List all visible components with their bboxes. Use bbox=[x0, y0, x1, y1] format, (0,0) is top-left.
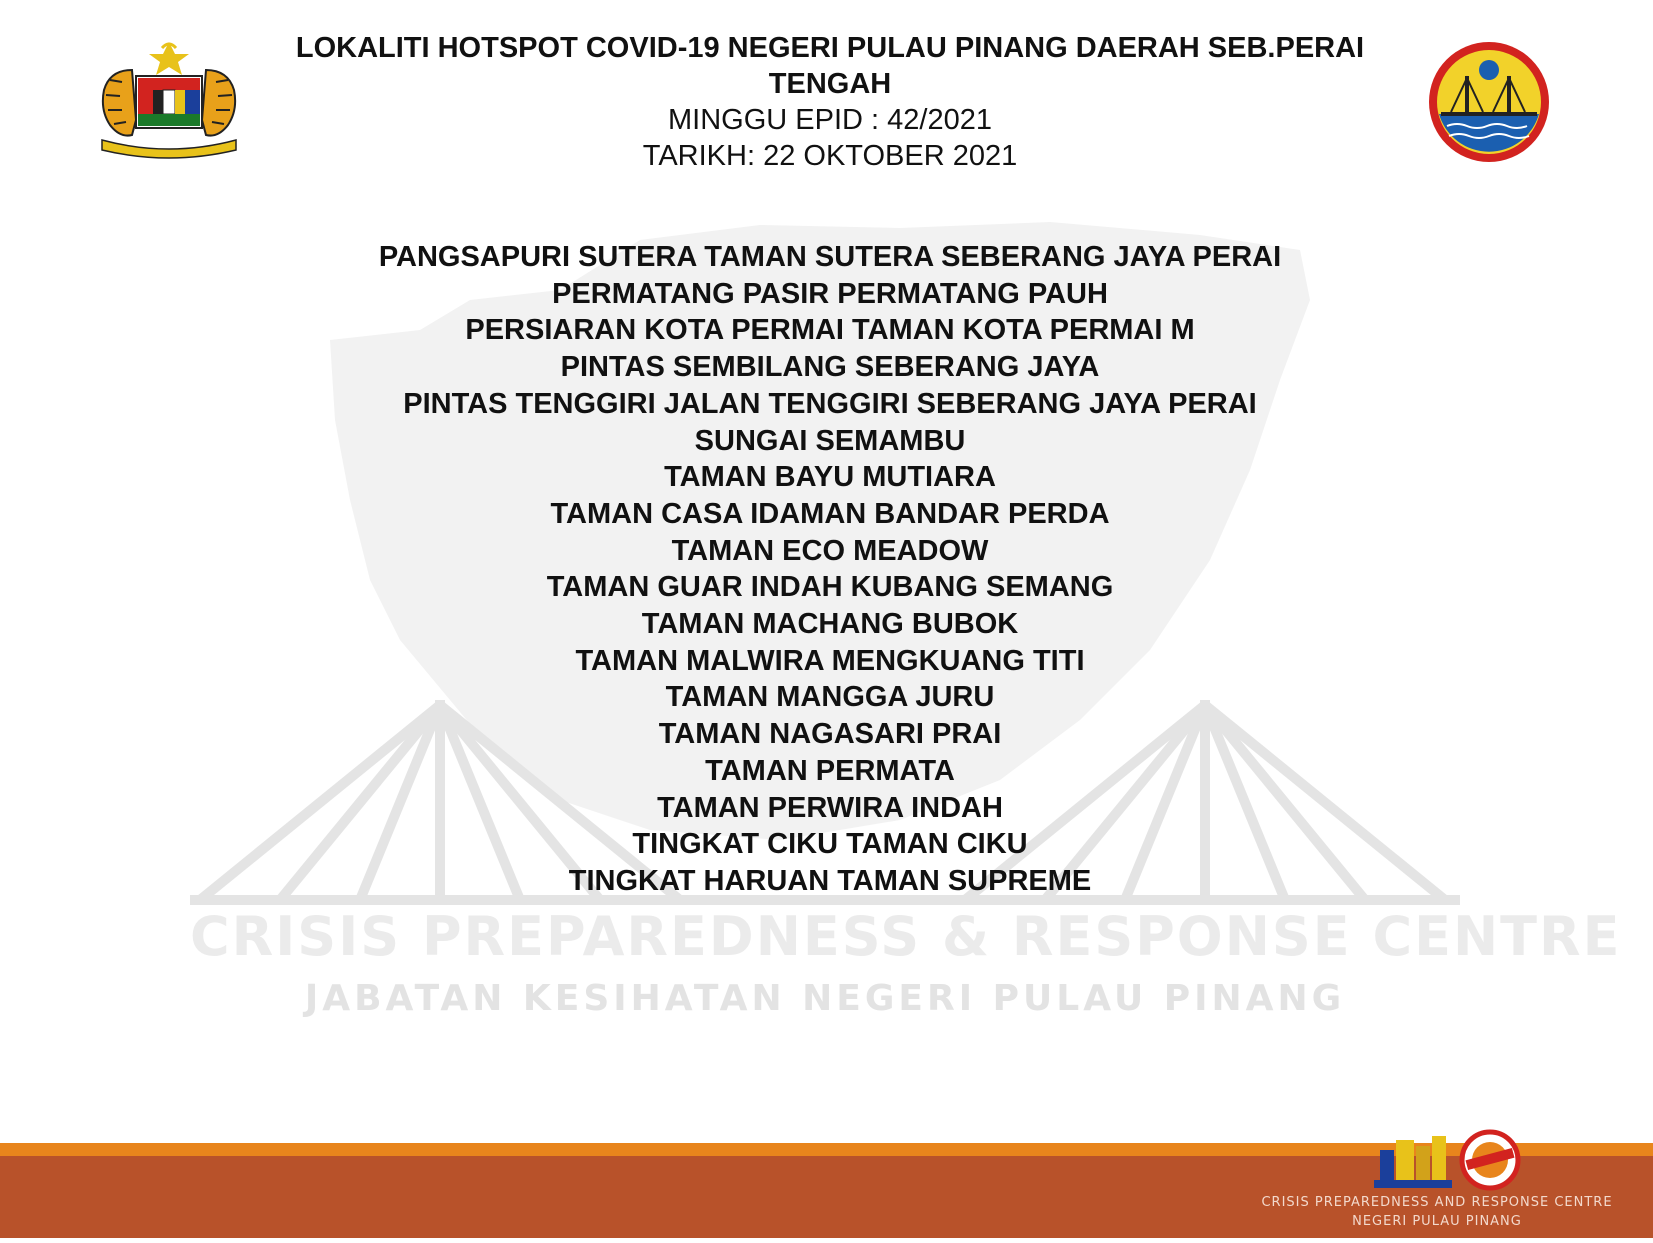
cprc-logo-icon bbox=[1368, 1128, 1538, 1198]
page-title: LOKALITI HOTSPOT COVID-19 NEGERI PULAU PINANG DAERAH SEB.PERAI TENGAH bbox=[295, 32, 1365, 100]
footer-line-2: NEGERI PULAU PINANG bbox=[1352, 1214, 1522, 1229]
list-item: TAMAN ECO MEADOW bbox=[671, 534, 989, 567]
list-item: PERSIARAN KOTA PERMAI TAMAN KOTA PERMAI M bbox=[465, 314, 1195, 347]
list-item: TAMAN GUAR INDAH KUBANG SEMANG bbox=[546, 571, 1114, 604]
list-item: TINGKAT CIKU TAMAN CIKU bbox=[632, 828, 1028, 861]
malaysia-coat-of-arms-icon bbox=[92, 40, 246, 162]
footer-line-1: CRISIS PREPAREDNESS AND RESPONSE CENTRE bbox=[1261, 1195, 1613, 1210]
list-item: TAMAN MACHANG BUBOK bbox=[641, 608, 1019, 641]
list-item: TAMAN CASA IDAMAN BANDAR PERDA bbox=[550, 497, 1110, 530]
list-item: TAMAN PERMATA bbox=[705, 754, 955, 787]
list-item: SUNGAI SEMAMBU bbox=[694, 424, 966, 457]
locality-list bbox=[280, 239, 1380, 900]
watermark-title: CRISIS PREPAREDNESS & RESPONSE CENTRE bbox=[190, 905, 1622, 968]
list-item: TAMAN MANGGA JURU bbox=[665, 681, 995, 714]
list-item: TAMAN PERWIRA INDAH bbox=[657, 791, 1003, 824]
list-item: TINGKAT HARUAN TAMAN SUPREME bbox=[568, 864, 1092, 897]
list-item: TAMAN NAGASARI PRAI bbox=[658, 718, 1002, 751]
list-item: TAMAN BAYU MUTIARA bbox=[664, 461, 996, 494]
list-item: PANGSAPURI SUTERA TAMAN SUTERA SEBERANG JAYA PERAI bbox=[378, 241, 1282, 273]
list-item: PERMATANG PASIR PERMATANG PAUH bbox=[552, 277, 1108, 310]
report-date: TARIKH: 22 OKTOBER 2021 bbox=[642, 140, 1018, 172]
penang-state-emblem-icon bbox=[1427, 40, 1551, 164]
list-item: PINTAS TENGGIRI JALAN TENGGIRI SEBERANG JAYA PERAI bbox=[403, 387, 1257, 420]
list-item: PINTAS SEMBILANG SEBERANG JAYA bbox=[560, 351, 1100, 384]
header bbox=[280, 30, 1380, 174]
epid-week: MINGGU EPID : 42/2021 bbox=[668, 104, 992, 136]
list-item: TAMAN MALWIRA MENGKUANG TITI bbox=[575, 644, 1085, 677]
footer-organisation bbox=[1237, 1193, 1637, 1231]
watermark-subtitle: JABATAN KESIHATAN NEGERI PULAU PINANG bbox=[304, 978, 1346, 1019]
